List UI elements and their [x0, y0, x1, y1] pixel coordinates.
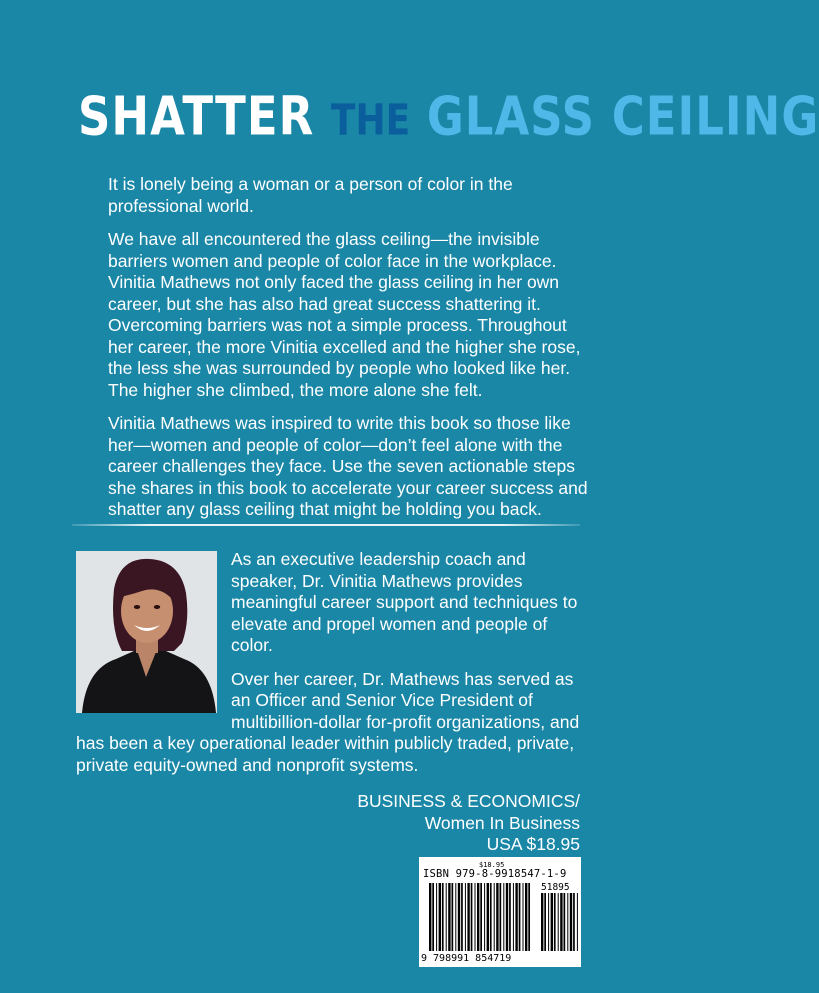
title-word-the: THE	[330, 96, 411, 146]
book-title	[78, 78, 819, 156]
description-paragraph: It is lonely being a woman or a person of color in the professional world.	[108, 174, 513, 216]
section-divider	[72, 524, 580, 526]
isbn-barcode	[419, 857, 581, 967]
description-paragraph: We have all encountered the glass ceiling—the invisible barriers women and people of color face in the workplace. Vinitia Mathews not only faced the glass ceiling in her own career, but she has also had great success shattering it. Overcoming barriers was not a simple process. Throughout her career, the more Vinitia excelled and the higher she rose, the less she was surrounded by people who looked like her. The higher she climbed, the more alone she felt.	[108, 229, 581, 400]
description-paragraph: Vinitia Mathews was inspired to write this book so those like her—women and people of color—don’t feel alone with the career challenges they face. Use the seven actionable steps she shares in this book to accelerate your career success and shatter any glass ceiling that might be holding you back.	[108, 413, 588, 519]
bio-line: Over her career, Dr. Mathews has served as	[231, 668, 574, 689]
barcode-price: $18.95	[479, 861, 505, 869]
barcode-isbn: ISBN 979-8-9918547-1-9	[423, 868, 567, 880]
bio-line: has been a key operational leader within publicly traded, private,	[76, 733, 575, 753]
barcode-addon-number: 51895	[541, 882, 570, 893]
book-category	[357, 791, 580, 856]
bio-line: private equity-owned and nonprofit systems.	[76, 754, 419, 775]
bio-paragraph: As an executive leadership coach and speaker, Dr. Vinitia Mathews provides meaningful career support and techniques to elevate and propel women and people of color.	[231, 549, 578, 655]
category-line: Women In Business	[424, 812, 580, 833]
bio-line: an Officer and Senior Vice President of	[231, 690, 533, 710]
author-bio	[76, 549, 588, 776]
title-word-shatter: SHATTER	[78, 85, 315, 148]
bio-paragraph	[76, 669, 588, 777]
title-word-glass-ceiling: GLASS CEILING	[426, 85, 819, 148]
price-line: USA $18.95	[486, 834, 580, 854]
bio-line: multibillion-dollar for-profit organizations, and	[231, 711, 580, 732]
barcode-number: 9 798991 854719	[421, 953, 512, 964]
book-description	[108, 174, 592, 533]
category-line: BUSINESS & ECONOMICS/	[357, 791, 580, 811]
